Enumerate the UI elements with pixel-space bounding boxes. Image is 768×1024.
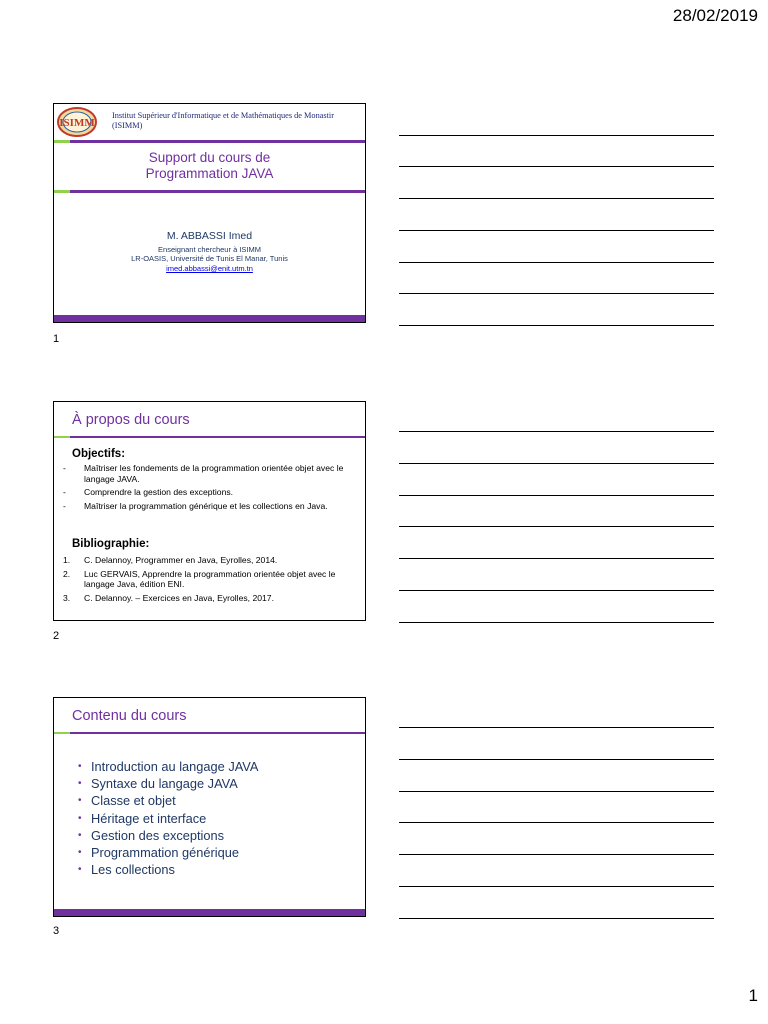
- bullet-icon: •: [78, 795, 82, 807]
- list-item: • Héritage et interface: [78, 810, 207, 826]
- title-line-1: Support du cours de: [148, 150, 271, 165]
- author-role: Enseignant chercheur à ISIMM: [158, 245, 261, 254]
- list-item: - Maîtriser les fondements de la programmation orientée objet avec le langage JAVA.: [63, 463, 344, 484]
- list-item: - Maîtriser la programmation générique et les collections en Java.: [63, 500, 328, 511]
- slide-1-header: [54, 104, 365, 140]
- header-date: 28/02/2019: [672, 6, 758, 25]
- bullet-icon: •: [78, 761, 82, 772]
- bibliography-list: [59, 555, 349, 606]
- note-line: [399, 198, 714, 199]
- note-line: [399, 230, 714, 231]
- author-name: M. ABBASSI Imed: [166, 230, 253, 242]
- slide-1: [53, 103, 366, 323]
- list-item: 1. C. Delannoy, Programmer en Java, Eyrolles, 2014.: [63, 555, 278, 565]
- objectives-heading: Objectifs:: [72, 448, 126, 460]
- note-line: [399, 791, 714, 792]
- note-line: [399, 166, 714, 167]
- bullet-icon: •: [78, 812, 82, 824]
- note-line: [399, 886, 714, 887]
- author-affiliation: LR-OASIS, Université de Tunis El Manar, Tunis: [131, 254, 288, 264]
- slide-1-title: [54, 150, 365, 182]
- note-line: [399, 558, 714, 559]
- note-line: [399, 918, 714, 919]
- list-item: • Gestion des exceptions: [78, 827, 225, 843]
- note-line: [399, 622, 714, 623]
- note-line: [399, 495, 714, 496]
- objectives-list: [59, 463, 349, 514]
- note-line: [399, 526, 714, 527]
- slide-footer-bar: [54, 315, 365, 322]
- title-rule: [54, 436, 365, 438]
- slide-number-2: 2: [53, 630, 60, 642]
- bullet-icon: •: [78, 778, 82, 790]
- page-number: 1: [748, 986, 758, 1005]
- title-rule-accent: [54, 732, 70, 734]
- note-line: [399, 727, 714, 728]
- contents-list: [78, 758, 348, 878]
- slide-number-3: 3: [53, 925, 60, 937]
- title-rule: [54, 190, 365, 193]
- bullet-icon: •: [78, 864, 82, 876]
- slide-2: [53, 401, 366, 621]
- header-rule: [54, 140, 365, 143]
- note-line: [399, 262, 714, 263]
- note-line: [399, 293, 714, 294]
- list-item: • Introduction au langage JAVA: [78, 759, 259, 774]
- note-line: [399, 590, 714, 591]
- title-rule: [54, 732, 365, 734]
- slide-footer-bar: [54, 909, 365, 916]
- list-item: - Comprendre la gestion des exceptions.: [63, 487, 234, 498]
- note-line: [399, 463, 714, 464]
- title-rule-accent: [54, 436, 70, 438]
- logo-text: ISIMM: [59, 117, 95, 129]
- isimm-logo-icon: [56, 106, 98, 138]
- list-item: 2. Luc GERVAIS, Apprendre la programmation orientée objet avec le langage Java, édition ENI.: [63, 568, 336, 590]
- slide-number-1: 1: [53, 333, 60, 345]
- list-item: • Syntaxe du langage JAVA: [78, 776, 238, 792]
- note-line: [399, 431, 714, 432]
- list-item: 3. C. Delannoy. – Exercices en Java, Eyrolles, 2017.: [63, 592, 274, 603]
- bullet-icon: •: [78, 847, 82, 859]
- author-email-link[interactable]: imed.abbassi@enit.utm.tn: [166, 263, 253, 273]
- title-line-2: Programmation JAVA: [145, 166, 274, 181]
- list-item: • Programmation générique: [78, 845, 239, 861]
- note-line: [399, 759, 714, 760]
- bullet-icon: •: [78, 829, 82, 841]
- title-rule-accent: [54, 190, 70, 193]
- note-line: [399, 854, 714, 855]
- slide-3-title: Contenu du cours: [72, 708, 187, 724]
- slide-3: [53, 697, 366, 917]
- list-item: • Les collections: [78, 862, 175, 878]
- author-details: [54, 245, 365, 273]
- header-rule-accent: [54, 140, 70, 143]
- list-item: • Classe et objet: [78, 793, 176, 809]
- bibliography-heading: Bibliographie:: [72, 538, 150, 550]
- slide-2-title: À propos du cours: [72, 412, 190, 428]
- note-line: [399, 135, 714, 136]
- note-line: [399, 325, 714, 326]
- institute-name: Institut Supérieur d'Informatique et de Mathématiques de Monastir (ISIMM): [112, 111, 334, 130]
- note-line: [399, 822, 714, 823]
